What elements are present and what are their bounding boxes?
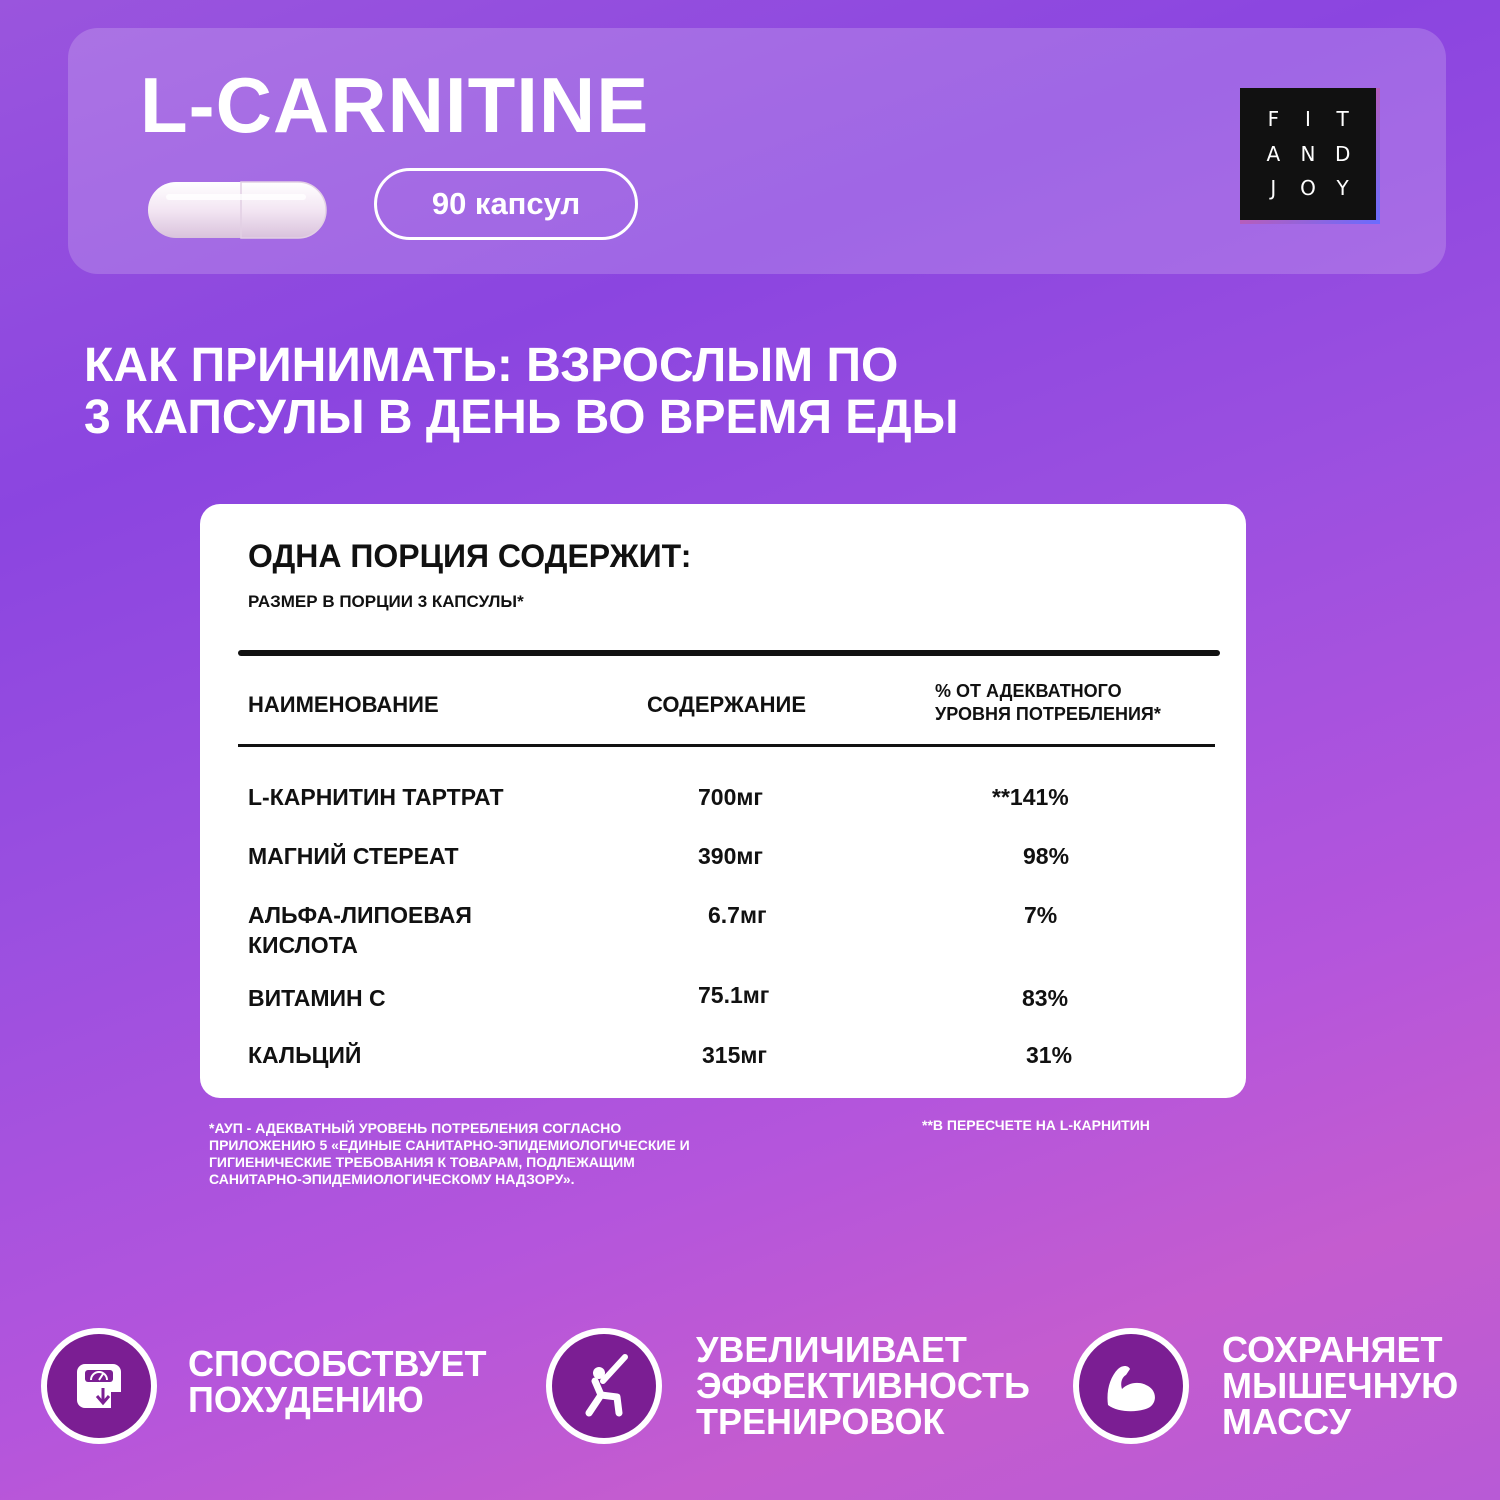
feature-icon-weight-loss: [41, 1328, 157, 1444]
feature-line: СОХРАНЯЕТ: [1222, 1329, 1443, 1370]
headline-line: 3 КАПСУЛЫ В ДЕНЬ ВО ВРЕМЯ ЕДЫ: [84, 391, 959, 444]
muscle-arm-icon: [1100, 1355, 1162, 1417]
table-cell-name: [248, 900, 472, 960]
logo-letter: I: [1305, 107, 1311, 131]
workout-icon: [569, 1351, 639, 1421]
divider: [238, 744, 1215, 747]
feature-text-workout: [696, 1329, 1030, 1442]
footnote-carnitine: **В ПЕРЕСЧЕТЕ НА L-КАРНИТИН: [922, 1117, 1150, 1133]
logo-letter: F: [1267, 107, 1280, 131]
feature-line: СПОСОБСТВУЕТ: [188, 1343, 487, 1384]
table-cell-name-line: АЛЬФА-ЛИПОЕВАЯ: [248, 902, 472, 928]
column-header-name: НАИМЕНОВАНИЕ: [248, 692, 439, 717]
feature-line: ЭФФЕКТИВНОСТЬ: [696, 1365, 1030, 1406]
table-cell-name: ВИТАМИН С: [248, 985, 386, 1011]
footnote-line: ПРИЛОЖЕНИЮ 5 «ЕДИНЫЕ САНИТАРНО-ЭПИДЕМИОЛОГИЧЕСКИЕ И: [209, 1137, 690, 1153]
logo-letter: J: [1270, 176, 1277, 201]
table-cell-amount: 315мг: [702, 1042, 767, 1068]
nutrition-table-card: [200, 504, 1246, 1098]
footnote-line: САНИТАРНО-ЭПИДЕМИОЛОГИЧЕСКОМУ НАДЗОРУ».: [209, 1171, 575, 1187]
product-title: L-CARNITINE: [140, 61, 650, 149]
feature-line: МАССУ: [1222, 1401, 1352, 1442]
table-cell-amount: 75.1мг: [698, 982, 770, 1008]
logo-letter: A: [1266, 141, 1281, 166]
table-cell-amount: 700мг: [698, 784, 763, 810]
logo-letter: Y: [1336, 176, 1349, 201]
column-header-percent-line: % ОТ АДЕКВАТНОГО: [935, 681, 1122, 701]
table-cell-percent: 7%: [1024, 902, 1058, 928]
serving-size: РАЗМЕР В ПОРЦИИ 3 КАПСУЛЫ*: [248, 592, 524, 611]
nutrition-title: ОДНА ПОРЦИЯ СОДЕРЖИТ:: [248, 538, 692, 574]
table-cell-percent: **141%: [992, 784, 1069, 810]
feature-line: ТРЕНИРОВОК: [696, 1401, 945, 1442]
feature-line: УВЕЛИЧИВАЕТ: [696, 1329, 967, 1370]
feature-line: ПОХУДЕНИЮ: [188, 1379, 424, 1420]
table-cell-name: КАЛЬЦИЙ: [248, 1042, 362, 1068]
column-header-percent-line: УРОВНЯ ПОТРЕБЛЕНИЯ*: [935, 704, 1161, 724]
feature-icon-muscle: [1073, 1328, 1189, 1444]
footnote-line: *АУП - АДЕКВАТНЫЙ УРОВЕНЬ ПОТРЕБЛЕНИЯ СОГЛАСНО: [209, 1120, 622, 1136]
table-cell-name-line: КИСЛОТА: [248, 932, 358, 958]
table-cell-name: МАГНИЙ СТЕРЕАТ: [248, 843, 459, 869]
table-cell-amount: 6.7мг: [708, 902, 767, 928]
table-cell-amount: 390мг: [698, 843, 763, 869]
brand-logo: [1240, 88, 1380, 224]
feature-line: МЫШЕЧНУЮ: [1222, 1365, 1459, 1406]
feature-icon-workout: [546, 1328, 662, 1444]
logo-letter: D: [1334, 141, 1351, 166]
logo-letter: O: [1300, 176, 1316, 201]
scale-icon: [69, 1356, 129, 1416]
logo-letter: N: [1300, 141, 1316, 166]
divider: [238, 650, 1220, 656]
headline-line: КАК ПРИНИМАТЬ: ВЗРОСЛЫМ ПО: [84, 339, 899, 392]
capsule-icon: [146, 180, 328, 240]
feature-text-weight-loss: [188, 1343, 487, 1420]
table-cell-percent: 98%: [1023, 843, 1070, 869]
dosage-headline: [84, 340, 959, 444]
feature-text-muscle: [1222, 1329, 1459, 1442]
capsule-count-badge: 90 капсул: [374, 168, 638, 240]
footnote-aup: [209, 1120, 690, 1188]
table-cell-percent: 83%: [1022, 985, 1069, 1011]
logo-letter: T: [1336, 107, 1349, 131]
column-header-amount: СОДЕРЖАНИЕ: [647, 692, 807, 717]
table-cell-percent: 31%: [1026, 1042, 1073, 1068]
footnote-line: ГИГИЕНИЧЕСКИЕ ТРЕБОВАНИЯ К ТОВАРАМ, ПОДЛЕЖАЩИМ: [209, 1154, 635, 1170]
column-header-percent: [935, 680, 1161, 726]
table-cell-name: L-КАРНИТИН ТАРТРАТ: [248, 784, 504, 810]
